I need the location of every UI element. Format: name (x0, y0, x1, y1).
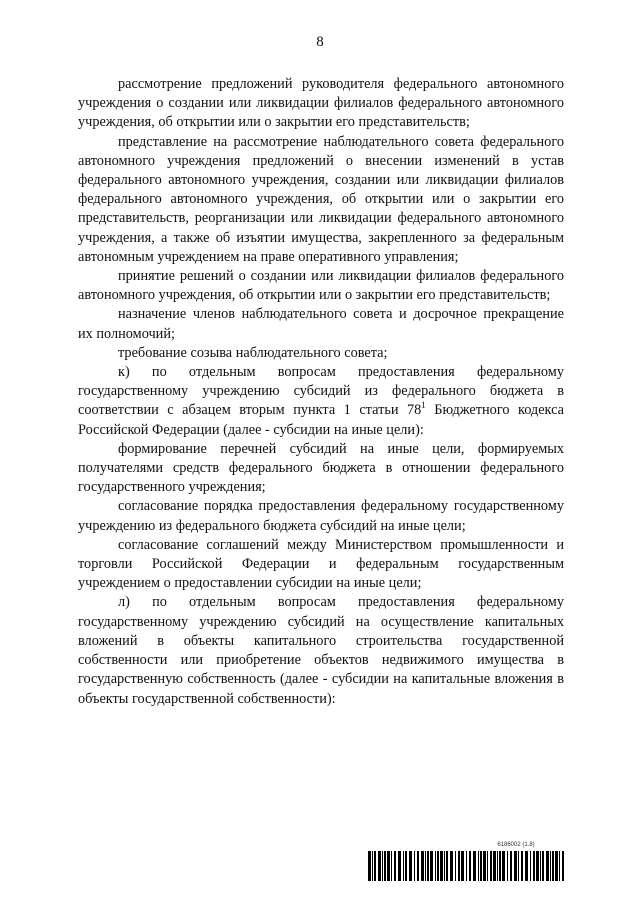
paragraph-2: представление на рассмотрение наблюдательного совета федерального автономного учреждения предложений о внесении изменений в устав федерального автономного учреждения, создании или ликвидации филиалов федерального автономного учреждения, об открытии или о закрытии его представительств, реорганизации или ликвидации федерального автономного учреждения, а также об изъятии имущества, закрепленного за федеральным автономным учреждением на праве оперативного управления; (78, 133, 564, 265)
paragraph-1: рассмотрение предложений руководителя федерального автономного учреждения о создании или ликвидации филиалов федерального автономного учреждения, об открытии или о закрытии его представительств; (78, 76, 564, 131)
paragraph-6 (78, 363, 564, 440)
paragraph-6-text-after: Бюджетного кодекса Российской Федерации (далее - субсидии на иные цели): (78, 402, 565, 438)
paragraph-6-text-before: к) по отдельным вопросам предоставления федеральному государственному учреждению субсидий из федерального бюджета в соответствии с абзацем вторым пункта 1 статьи 78 (78, 364, 564, 419)
paragraph-3: принятие решений о создании или ликвидации филиалов федерального автономного учреждения, об открытии или о закрытии его представительств; (78, 268, 564, 304)
paragraph-10: л) по отдельным вопросам предоставления федеральному государственному учреждению субсидий на осуществление капитальных вложений в объекты капитального строительства государственной собственности или приобретение объектов недвижимого имущества в государственную собственность (далее - субсидии на капитальные вложения в объекты государственной собственности): (78, 594, 564, 707)
article-superscript: 1 (421, 400, 426, 411)
barcode-caption: 6186002 (1.8) (497, 842, 535, 848)
page-number: 8 (316, 34, 324, 50)
paragraph-8: согласование порядка предоставления федеральному государственному учреждению из федерального бюджета субсидий на иные цели; (78, 498, 564, 534)
document-body (78, 75, 564, 709)
paragraph-4: назначение членов наблюдательного совета и досрочное прекращение их полномочий; (78, 306, 564, 342)
paragraph-5: требование созыва наблюдательного совета; (118, 344, 388, 361)
paragraph-7: формирование перечней субсидий на иные цели, формируемых получателями средств федерального бюджета в отношении федерального государственного учреждения; (78, 440, 564, 496)
paragraph-9: согласование соглашений между Министерством промышленности и торговли Российской Федерации и федеральным государственным учреждением о предоставлении субсидии на иные цели; (78, 536, 564, 592)
barcode-icon (368, 851, 568, 881)
